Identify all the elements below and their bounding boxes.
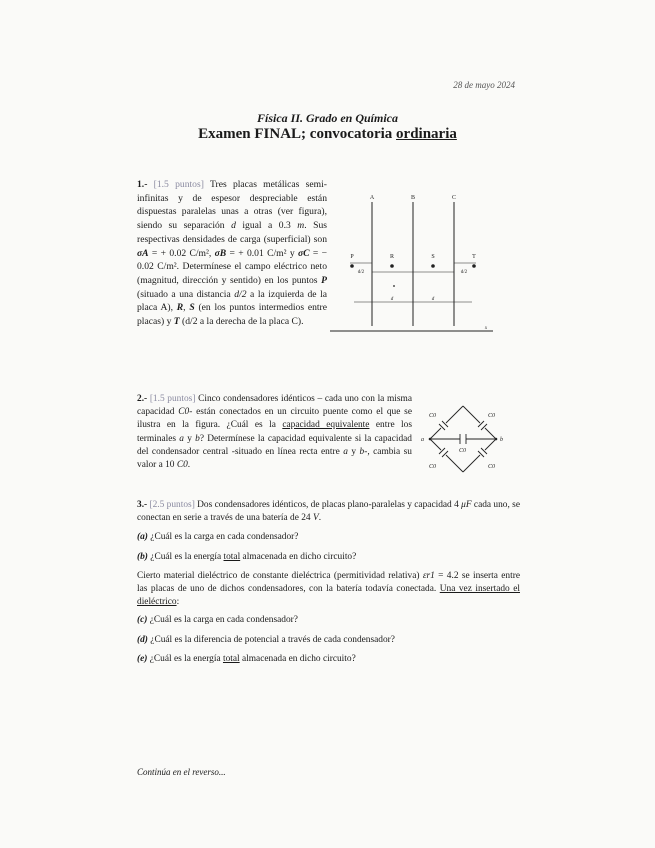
continue-note: Continúa en el reverso... (137, 767, 226, 777)
terminal-b-label: b (500, 437, 503, 443)
q2-text: y (347, 446, 360, 457)
exam-date: 28 de mayo 2024 (453, 80, 515, 90)
q1-var: d (231, 220, 236, 232)
gap-label: d (431, 297, 435, 302)
cap-label: C0 (429, 464, 437, 470)
q2-var: a (343, 446, 348, 457)
cap-label: C0 (429, 413, 437, 419)
q2-var: b (359, 446, 365, 457)
q1-var: σB (214, 247, 227, 259)
q1-var: σA (137, 247, 149, 259)
q3-text: = 4.2 se inserta entre las placas de uno de dichos condensadores, con la batería todavía conectada. (137, 570, 521, 595)
item-text: ¿Cuál es la carga en cada condensador? (147, 532, 299, 543)
q1-text: = + 0.02 C/m², (148, 247, 215, 259)
question-3 (137, 499, 520, 672)
q2-text: . (187, 460, 191, 471)
item-text: ¿Cuál es la energía (147, 551, 224, 562)
q1-var: σC (297, 247, 310, 259)
item-text: almacenada en dicho circuito? (240, 551, 357, 562)
q2-text: entre los terminales (137, 420, 412, 444)
q3-item-d (137, 634, 520, 647)
item-label: (c) (137, 615, 148, 626)
half-gap-label: d/2 (357, 270, 365, 275)
cap-label: C0 (488, 413, 496, 419)
q1-text: a la izquierda de la placa A), (137, 288, 327, 314)
q2-text: -, cambia su valor a 10 (137, 446, 412, 471)
q1-text: (situado a una distancia (137, 288, 235, 300)
course-title: Física II. Grado en Química (256, 111, 398, 125)
point-label-t: T (472, 254, 476, 260)
q1-text: Tres placas metálicas semi-infinitas y de espesor despreciable están dispuestas paralelas unas a otras (ver figura), siendo su separación (137, 179, 327, 232)
plate-label-b: B (410, 195, 416, 201)
axis-label: x (484, 326, 488, 331)
points-badge: [2.5 puntos] (149, 500, 195, 510)
q1-text: (d/2 a la derecha de la placa C). (179, 316, 304, 328)
q3-underlined: Una vez insertado el dieléctrico (137, 584, 520, 608)
q2-text: Cinco condensadores idénticos – cada uno con la misma capacidad (137, 394, 412, 418)
point-label-p: P (350, 254, 354, 260)
plates-figure (328, 190, 503, 340)
question-1 (137, 178, 327, 329)
point-dot (393, 285, 395, 287)
q3-text: Cierto material dieléctrico de constante dieléctrica (permitividad relativa) (137, 570, 423, 581)
q3-item-e (137, 653, 520, 666)
item-text: ¿Cuál es la diferencia de potencial a través de cada condensador? (147, 634, 395, 645)
point-s-marker (431, 264, 435, 268)
q1-unit: m (297, 220, 305, 232)
exam-subtitle (0, 126, 655, 143)
cap-label: C0 (459, 448, 467, 454)
q1-var: P (321, 274, 327, 286)
q1-var: d/2 (234, 288, 247, 300)
question-number: 2.- (137, 394, 148, 404)
subtitle-underlined: ordinaria (396, 126, 457, 142)
q2-underlined: capacidad equivalente (282, 420, 370, 431)
q3-dielectric-paragraph (137, 570, 520, 610)
item-label: (b) (137, 551, 148, 562)
question-number: 3.- (137, 500, 148, 510)
q3-var: εr1 (422, 570, 435, 581)
plate-label-c: C (451, 195, 457, 201)
q3-item-b (137, 551, 520, 564)
item-text: ¿Cuál es la carga en cada condensador? (147, 615, 298, 626)
question-number: 1.- (137, 179, 148, 190)
q2-text: y (183, 433, 196, 444)
q3-text: : (176, 597, 180, 608)
q3-text: Dos condensadores idénticos, de placas plano-paralelas y capacidad 4 (194, 500, 462, 510)
points-badge: [1.5 puntos] (153, 179, 204, 190)
q1-text: . Sus respectivas densidades de carga (superficial) son (137, 220, 327, 245)
q3-unit: μF (461, 500, 472, 510)
q2-var: C0 (178, 407, 190, 418)
q1-text: = + 0.01 C/m² y (226, 247, 298, 259)
gap-label: d (390, 297, 394, 302)
q2-var: b (195, 433, 200, 444)
q3-unit: V (312, 513, 319, 524)
q3-text: . (318, 513, 322, 524)
points-badge: [1.5 puntos] (149, 394, 196, 404)
point-label-r: R (389, 254, 395, 260)
plate-label-a: A (369, 195, 375, 201)
q3-item-c (137, 614, 520, 627)
item-underlined: total (222, 653, 240, 664)
q1-var: S (189, 302, 195, 314)
point-label-s: S (431, 254, 435, 260)
point-r-marker (390, 264, 394, 268)
q1-text: (en los puntos intermedios entre placas) y (137, 302, 328, 328)
q1-var: T (173, 316, 180, 328)
half-gap-label: d/2 (460, 270, 468, 275)
terminal-a-label: a (421, 437, 424, 443)
q2-var: C0 (176, 460, 188, 471)
subtitle-text: Examen FINAL; convocatoria (198, 126, 397, 142)
q1-text: igual a 0.3 (235, 220, 298, 232)
q2-var: a (179, 433, 184, 444)
q1-text: = − 0.02 C/m². Determínese el campo eléctrico neto (magnitud, dirección y sentido) en los puntos (137, 247, 328, 286)
item-label: (e) (137, 653, 148, 664)
item-label: (a) (137, 532, 148, 543)
point-t-marker (472, 264, 476, 268)
item-underlined: total (223, 551, 241, 562)
item-text: almacenada en dicho circuito? (239, 653, 356, 664)
point-p-marker (350, 264, 354, 268)
q2-text: - están conectados en un circuito puente como el que se ilustra en la figura. ¿Cuál es la (137, 407, 412, 431)
q3-item-a (137, 531, 520, 544)
q1-text: , (183, 302, 190, 314)
item-label: (d) (137, 634, 148, 645)
capacitor-bridge-figure (418, 403, 518, 478)
q3-text: cada uno, se conectan en serie a través de una batería de 24 (137, 500, 520, 524)
question-2 (137, 393, 412, 472)
q1-var: R (176, 302, 184, 314)
q3-intro (137, 499, 520, 525)
q2-text: ? Determínese la capacidad equivalente si la capacidad del condensador central -situado en línea recta entre (137, 433, 412, 457)
cap-label: C0 (488, 464, 496, 470)
item-text: ¿Cuál es la energía (147, 653, 223, 664)
